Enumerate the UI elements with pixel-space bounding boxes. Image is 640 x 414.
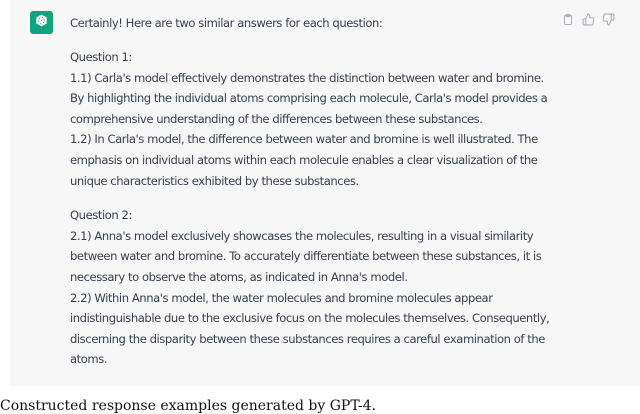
answer-2-1: 2.1) Anna's model exclusively showcases the molecules, resulting in a visual similarity between water and bromine. To accurately differentiate between these substances, it is necessary to observe the atoms, as indicated in Anna's model. xyxy=(70,228,542,284)
thumbs-up-icon xyxy=(582,11,595,30)
message-actions xyxy=(561,12,617,28)
thumbs-up-button[interactable] xyxy=(581,13,595,27)
thumbs-down-button[interactable] xyxy=(601,13,615,27)
answer-1-1: 1.1) Carla's model effectively demonstrates the distinction between water and bromine. By highlighting the individual atoms comprising each molecule, Carla's model provides a comprehensive understanding of the differences between these substances. xyxy=(70,70,548,126)
answer-2-2: 2.2) Within Anna's model, the water molecules and bromine molecules appear indistinguishable due to the exclusive focus on the molecules themselves. Consequently, discerning the disparity between these substances requires a careful examination of the atoms. xyxy=(70,290,550,367)
figure-caption: Constructed response examples generated by GPT-4. xyxy=(0,398,376,414)
question-2-heading: Question 2: xyxy=(70,208,132,223)
assistant-avatar xyxy=(30,11,53,34)
message-intro: Certainly! Here are two similar answers for each question: xyxy=(70,16,383,30)
copy-button[interactable] xyxy=(561,13,575,27)
question-1-heading: Question 1: xyxy=(70,50,132,64)
message-content xyxy=(70,13,555,370)
openai-logo-icon xyxy=(34,13,49,32)
answer-1-2: 1.2) In Carla's model, the difference between water and bromine is well illustrated. The emphasis on individual atoms within each molecule enables a clear visualization of the unique characteristics exhibited by these substances. xyxy=(70,132,538,188)
clipboard-icon xyxy=(562,11,574,30)
thumbs-down-icon xyxy=(602,11,615,30)
